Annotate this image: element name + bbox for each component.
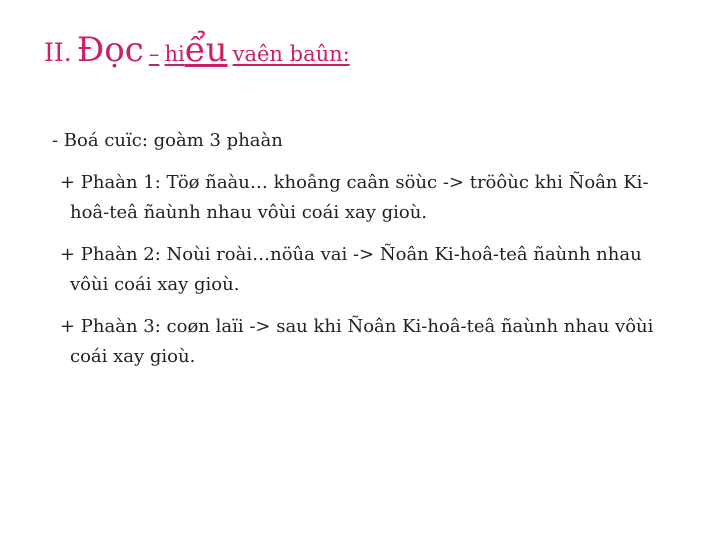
structure-intro: - Boá cuïc: goàm 3 phaàn bbox=[52, 130, 283, 151]
title-dash: – bbox=[148, 42, 160, 66]
part2-line2: vôùi coái xay gioù. bbox=[70, 274, 240, 295]
part1-line2: hoâ-teâ ñaùnh nhau vôùi coái xay gioù. bbox=[70, 202, 428, 223]
title-word-doc: Đọc bbox=[76, 30, 144, 70]
part2-line1: + Phaàn 2: Noùi roài…nöûa vai -> Ñoân Ki-hoâ-teâ ñaùnh nhau bbox=[60, 244, 642, 265]
title-rest: vaên baûn: bbox=[232, 42, 350, 66]
body-text bbox=[52, 126, 682, 372]
part1-line1: + Phaàn 1: Töø ñaàu… khoâng caân söùc -> tröôùc khi Ñoân Ki- bbox=[60, 172, 649, 193]
title-roman-numeral: II. bbox=[44, 38, 72, 67]
slide-title bbox=[44, 30, 350, 70]
part3-line2: coái xay gioù. bbox=[70, 346, 196, 367]
title-hi: hi bbox=[164, 42, 185, 66]
title-eu: ểu bbox=[184, 30, 228, 70]
part3-line1: + Phaàn 3: coøn laïi -> sau khi Ñoân Ki-hoâ-teâ ñaùnh nhau vôùi bbox=[60, 316, 654, 337]
